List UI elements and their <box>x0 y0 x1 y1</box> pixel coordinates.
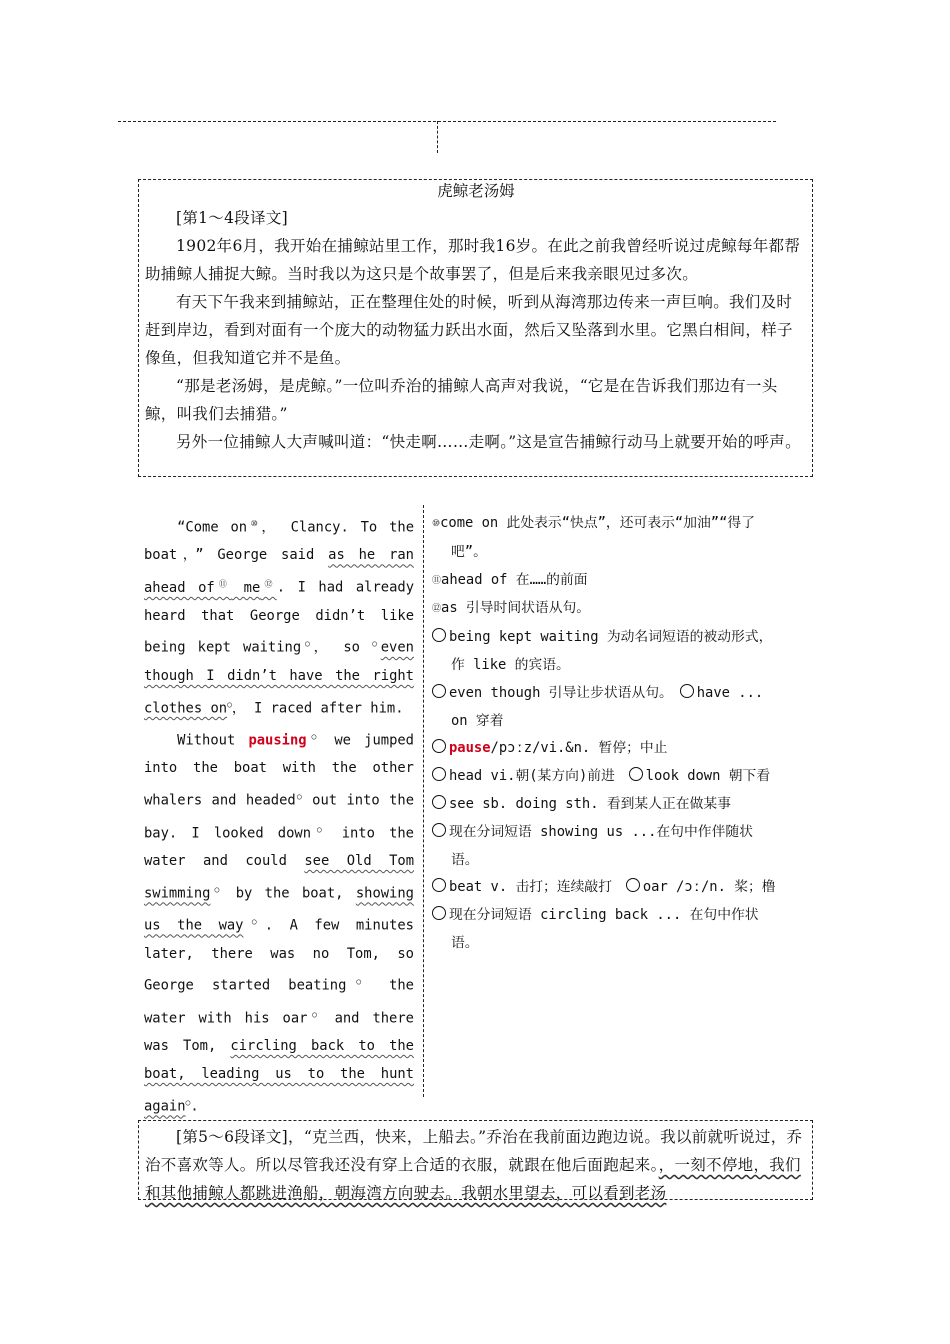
note-item: even though 引导让步状语从句。 have ... on 穿着 <box>432 680 777 736</box>
notes-column <box>432 510 777 958</box>
english-paragraph-1: “Come on⑩， Clancy. To the boat，” George said as he ran ahead of⑪ me⑫. I had already heard that George didn’t like being kept waiting○， so ○even though I didn’t have the right clothes on○， I raced after him. <box>144 519 415 717</box>
note-item: ⑫as 引导时间状语从句。 <box>432 600 591 617</box>
circle-number-icon <box>432 795 446 809</box>
note-item: ⑪ahead of 在……的前面 <box>432 571 588 588</box>
note-item: beat v. 击打；连续敲打 oar /ɔː/n. 桨；橹 <box>432 874 777 902</box>
note-item: ⑩come on 此处表示“快点”，还可表示“加油”“得了吧”。 <box>432 515 756 560</box>
circle-number-icon <box>432 684 446 698</box>
note-item: being kept waiting 为动名词短语的被动形式，作 like 的宾语。 <box>432 624 777 680</box>
circle-number-icon <box>432 628 446 642</box>
underlined-phrase: circling back to the boat, leading us to the hunt again <box>144 1038 414 1115</box>
underlined-phrase: even though I didn’t have the right clothes on <box>144 639 414 717</box>
circle-number-icon <box>432 823 446 837</box>
translation-section-label: [第1～4段译文] <box>176 209 289 227</box>
top-divider-stem <box>437 121 438 153</box>
translation-paragraph: 有天下午我来到捕鲸站，正在整理住处的时候，听到从海湾那边传来一声巨响。我们及时赶到岸边，看到对面有一个庞大的动物猛力跃出水面，然后又坠落到水里。它黑白相间，样子像鱼，但我知道它并不是鱼。 <box>145 293 793 367</box>
translation-paragraph: 另外一位捕鲸人大声喊叫道：“快走啊……走啊。”这是宣告捕鲸行动马上就要开始的呼声。 <box>176 433 801 451</box>
translation-box-2 <box>138 1120 813 1200</box>
column-divider <box>423 505 424 1097</box>
circle-number-icon <box>432 767 446 781</box>
translation-box-1 <box>138 179 813 477</box>
note-item: head vi.朝(某方向)前进 look down 朝下看 <box>432 763 777 791</box>
translation-paragraph: 1902年6月，我开始在捕鲸站里工作，那时我16岁。在此之前我曾经听说过虎鲸每年都帮助捕鲸人捕捉大鲸。当时我以为这只是个故事罢了，但是后来我亲眼见过多次。 <box>145 237 801 283</box>
english-paragraph-2: Without pausing○ we jumped into the boat with the other whalers and headed○ out into the bay. I looked down○ into the water and could see Old Tom swimming○ by the boat, showing us the way○. A few minutes later, there was no Tom, so George started beating○ the water with his oar○ and there was Tom, circling back to the boat, leading us to the hunt again○. <box>144 731 415 1115</box>
circle-number-icon <box>432 878 446 892</box>
translation-title: 虎鲸老汤姆 <box>437 182 515 200</box>
circle-number-icon <box>629 767 643 781</box>
note-item: pause/pɔːz/vi.&n. 暂停；中止 <box>432 735 777 763</box>
circle-number-icon <box>626 878 640 892</box>
translation-paragraph: “那是老汤姆，是虎鲸。”一位叫乔治的捕鲸人高声对我说，“它是在告诉我们那边有一头鲸，叫我们去捕猎。” <box>145 377 778 423</box>
circle-number-icon <box>432 739 446 753</box>
underlined-phrase: showing us the way <box>144 885 414 934</box>
english-text-column <box>144 510 414 1121</box>
underlined-phrase: see Old Tom swimming <box>144 852 415 902</box>
note-item: see sb. doing sth. 看到某人正在做某事 <box>432 791 777 819</box>
circle-number-icon <box>680 684 694 698</box>
underlined-translation: ，一刻不停地，我们和其他捕鲸人都跳进渔船，朝海湾方向驶去。我朝水里望去，可以看到老汤 <box>145 1156 801 1202</box>
underlined-phrase: as he ran ahead of⑪ me⑫ <box>144 547 414 596</box>
translation-paragraph: [第5～6段译文]，“克兰西，快来，上船去。”乔治在我前面边跑边说。我以前就听说过，乔治不喜欢等人。所以尽管我还没有穿上合适的衣服，就跟在他后面跑起来。，一刻不停地，我们和其他捕鲸人都跳进渔船，朝海湾方向驶去。我朝水里望去，可以看到老汤 <box>145 1128 803 1202</box>
keyword-pausing: pausing <box>248 732 307 749</box>
note-item: 现在分词短语 showing us ...在句中作伴随状语。 <box>432 819 777 875</box>
keyword-pause: pause <box>449 740 491 757</box>
circle-number-icon <box>432 906 446 920</box>
top-divider <box>118 121 776 122</box>
note-item: 现在分词短语 circling back ... 在句中作状语。 <box>432 902 777 958</box>
